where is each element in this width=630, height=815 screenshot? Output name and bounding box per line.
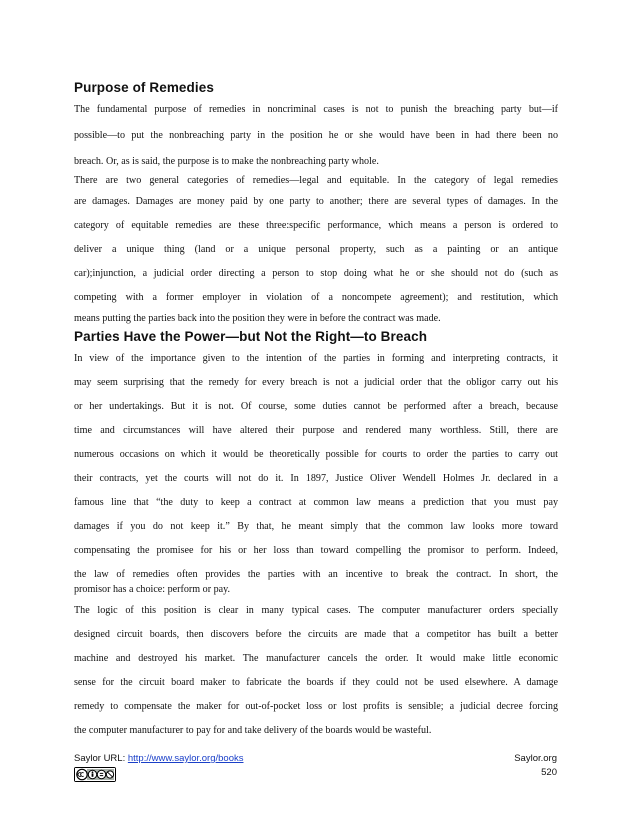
body-text-line: promisor has a choice: perform or pay. [74,584,231,595]
body-text-line: The logic of this position is clear in many typical cases. The computer manufacturer orders specially [74,605,558,616]
creative-commons-by-icon [74,767,116,782]
body-text-line: machine and destroyed his market. The manufacturer cancels the order. It would make little economic [74,653,558,664]
body-text-line: their contracts, yet the courts will not do it. In 1897, Justice Oliver Wendell Holmes Jr. declared in a [74,473,558,484]
body-text-line: breach. Or, as is said, the purpose is to make the nonbreaching party whole. [74,156,379,167]
body-text-line: competing with a former employer in violation of a noncompete agreement); and restitution, which [74,292,558,303]
body-text-line: are damages. Damages are money paid by one party to another; there are several types of damages. In the [74,196,558,207]
footer-url [74,753,244,764]
body-text-line: famous line that “the duty to keep a contract at common law means a prediction that you must pay [74,497,558,508]
body-text-line: deliver a unique thing (land or a unique personal property, such as a painting or an antique [74,244,558,255]
body-text-line: There are two general categories of remedies—legal and equitable. In the category of legal remedies [74,175,558,186]
body-text-line: category of equitable remedies are these three:specific performance, which means a person is ordered to [74,220,558,231]
body-text-line: In view of the importance given to the intention of the parties in forming and interpreting contracts, it [74,353,558,364]
body-text-line: numerous occasions on which it would be theoretically possible for courts to order the parties to carry out [74,449,558,460]
footer-url-link[interactable]: http://www.saylor.org/books [127,753,244,764]
footer-url-label: Saylor URL: [74,753,128,764]
body-text-line: designed circuit boards, then discovers before the circuits are made that a competitor has built a better [74,629,558,640]
body-text-line: or her undertakings. But it is not. Of course, some duties cannot be performed after a breach, because [74,401,558,412]
body-text-line: The fundamental purpose of remedies in noncriminal cases is not to punish the breaching party but—if [74,104,558,115]
body-text-line: means putting the parties back into the position they were in before the contract was made. [74,313,441,324]
body-text-line: compensating the promisee for his or her loss than toward compelling the promisor to perform. Indeed, [74,545,558,556]
body-text-line: car);injunction, a judicial order directing a person to stop doing what he or she should not do (such as [74,268,558,279]
body-text-line: damages if you do not keep it.” By that, he meant simply that the common law looks more toward [74,521,558,532]
body-text-line: the computer manufacturer to pay for and take delivery of the boards would be wasteful. [74,725,432,736]
body-text-line: sense for the circuit board maker to fabricate the boards if they could not be used elsewhere. A damage [74,677,558,688]
body-text-line: possible—to put the nonbreaching party in the position he or she would have been in had there been no [74,130,558,141]
footer-site: Saylor.org [514,753,557,764]
page-number: 520 [541,767,557,778]
section-heading: Parties Have the Power—but Not the Right—to Breach [74,329,428,344]
body-text-line: may seem surprising that the remedy for every breach is not a judicial order that the obligor carry out his [74,377,558,388]
section-heading: Purpose of Remedies [74,80,214,95]
body-text-line: remedy to compensate the maker for out-of-pocket loss or lost profits is sensible; a judicial decree forcing [74,701,558,712]
body-text-line: the law of remedies often provides the parties with an incentive to break the contract. In short, the [74,569,558,580]
body-text-line: time and circumstances will have altered their purpose and rendered many worthless. Still, there are [74,425,558,436]
